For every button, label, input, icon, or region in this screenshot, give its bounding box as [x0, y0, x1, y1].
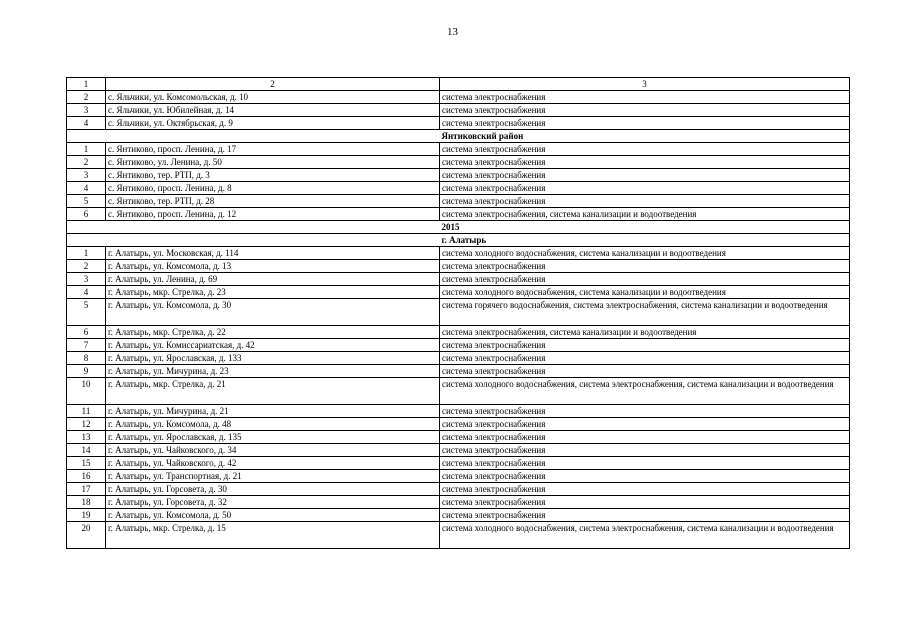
table-row — [67, 91, 850, 104]
row-engineering-system: система электроснабжения — [440, 143, 850, 156]
row-address: г. Алатырь, ул. Комсомола, д. 48 — [106, 418, 440, 431]
row-address: г. Алатырь, ул. Московская, д. 114 — [106, 247, 440, 260]
row-number: 10 — [67, 378, 106, 405]
table-row — [67, 156, 850, 169]
table-row — [67, 509, 850, 522]
table-row — [67, 431, 850, 444]
section-heading-row — [67, 130, 850, 143]
row-engineering-system: система электроснабжения — [440, 405, 850, 418]
table-row — [67, 326, 850, 339]
table-row — [67, 208, 850, 221]
row-address: с. Яльчики, ул. Комсомольская, д. 10 — [106, 91, 440, 104]
row-engineering-system: система электроснабжения — [440, 431, 850, 444]
section-heading-row — [67, 221, 850, 234]
row-number: 1 — [67, 143, 106, 156]
row-engineering-system: система электроснабжения — [440, 117, 850, 130]
row-engineering-system: система электроснабжения — [440, 352, 850, 365]
row-engineering-system: система электроснабжения — [440, 273, 850, 286]
table-row — [67, 378, 850, 405]
row-address: г. Алатырь, мкр. Стрелка, д. 22 — [106, 326, 440, 339]
row-engineering-system: система электроснабжения — [440, 169, 850, 182]
row-number: 7 — [67, 339, 106, 352]
row-address: г. Алатырь, ул. Мичурина, д. 23 — [106, 365, 440, 378]
row-address: с. Янтиково, просп. Ленина, д. 12 — [106, 208, 440, 221]
row-number: 12 — [67, 418, 106, 431]
row-engineering-system: система электроснабжения — [440, 91, 850, 104]
row-address: г. Алатырь, мкр. Стрелка, д. 23 — [106, 286, 440, 299]
page-number: 13 — [447, 26, 458, 38]
row-number: 4 — [67, 117, 106, 130]
row-engineering-system: система электроснабжения — [440, 365, 850, 378]
section-heading: 2015 — [440, 221, 850, 234]
row-address: с. Янтиково, тер. РТП, д. 28 — [106, 195, 440, 208]
row-engineering-system: система холодного водоснабжения, система канализации и водоотведения — [440, 247, 850, 260]
row-number: 20 — [67, 522, 106, 549]
row-number: 8 — [67, 352, 106, 365]
section-heading-spacer — [67, 234, 440, 247]
row-engineering-system: система электроснабжения — [440, 418, 850, 431]
row-number: 19 — [67, 509, 106, 522]
section-heading: г. Алатырь — [440, 234, 850, 247]
table-row — [67, 299, 850, 326]
column-number-3: 3 — [440, 78, 850, 91]
row-address: г. Алатырь, ул. Комсомола, д. 13 — [106, 260, 440, 273]
row-address: с. Янтиково, просп. Ленина, д. 8 — [106, 182, 440, 195]
row-number: 17 — [67, 483, 106, 496]
column-number-2: 2 — [106, 78, 440, 91]
section-heading-spacer — [67, 130, 440, 143]
row-number: 4 — [67, 286, 106, 299]
row-address: с. Яльчики, ул. Юбилейная, д. 14 — [106, 104, 440, 117]
row-engineering-system: система электроснабжения, система канализации и водоотведения — [440, 208, 850, 221]
row-engineering-system: система электроснабжения — [440, 509, 850, 522]
row-engineering-system: система горячего водоснабжения, система электроснабжения, система канализации и водоотведения — [440, 299, 850, 326]
table-row — [67, 470, 850, 483]
row-number: 14 — [67, 444, 106, 457]
row-address: г. Алатырь, ул. Ленина, д. 69 — [106, 273, 440, 286]
row-address: г. Алатырь, ул. Горсовета, д. 30 — [106, 483, 440, 496]
row-address: г. Алатырь, ул. Ярославская, д. 133 — [106, 352, 440, 365]
table-row — [67, 143, 850, 156]
table-row — [67, 444, 850, 457]
row-address: с. Яльчики, ул. Октябрьская, д. 9 — [106, 117, 440, 130]
row-number: 3 — [67, 169, 106, 182]
row-engineering-system: система электроснабжения — [440, 195, 850, 208]
row-number: 3 — [67, 104, 106, 117]
row-number: 5 — [67, 299, 106, 326]
row-number: 2 — [67, 260, 106, 273]
row-address: г. Алатырь, мкр. Стрелка, д. 15 — [106, 522, 440, 549]
row-address: г. Алатырь, ул. Транспортная, д. 21 — [106, 470, 440, 483]
row-number: 9 — [67, 365, 106, 378]
table-row — [67, 405, 850, 418]
row-number: 3 — [67, 273, 106, 286]
row-address: с. Янтиково, тер. РТП, д. 3 — [106, 169, 440, 182]
row-number: 6 — [67, 326, 106, 339]
row-engineering-system: система электроснабжения — [440, 156, 850, 169]
row-number: 1 — [67, 247, 106, 260]
row-engineering-system: система электроснабжения — [440, 104, 850, 117]
row-number: 16 — [67, 470, 106, 483]
table-row — [67, 365, 850, 378]
section-heading-spacer — [67, 221, 440, 234]
row-address: г. Алатырь, ул. Комсомола, д. 30 — [106, 299, 440, 326]
row-number: 5 — [67, 195, 106, 208]
row-address: г. Алатырь, ул. Комсомола, д. 50 — [106, 509, 440, 522]
table-row — [67, 169, 850, 182]
section-heading-row — [67, 234, 850, 247]
row-address: г. Алатырь, ул. Чайковского, д. 42 — [106, 457, 440, 470]
row-address: с. Янтиково, просп. Ленина, д. 17 — [106, 143, 440, 156]
table-row — [67, 352, 850, 365]
row-number: 4 — [67, 182, 106, 195]
table-row — [67, 104, 850, 117]
row-engineering-system: система холодного водоснабжения, система канализации и водоотведения — [440, 286, 850, 299]
row-address: г. Алатырь, ул. Комиссариатская, д. 42 — [106, 339, 440, 352]
row-engineering-system: система электроснабжения — [440, 182, 850, 195]
table-row — [67, 483, 850, 496]
row-number: 2 — [67, 91, 106, 104]
table-row — [67, 260, 850, 273]
table-row — [67, 182, 850, 195]
row-address: г. Алатырь, ул. Ярославская, д. 135 — [106, 431, 440, 444]
row-engineering-system: система электроснабжения — [440, 496, 850, 509]
table-row — [67, 286, 850, 299]
row-number: 15 — [67, 457, 106, 470]
objects-table — [66, 77, 850, 549]
table-row — [67, 195, 850, 208]
table-row — [67, 496, 850, 509]
column-number-1: 1 — [67, 78, 106, 91]
column-number-row — [67, 78, 850, 91]
row-engineering-system: система электроснабжения — [440, 470, 850, 483]
row-number: 18 — [67, 496, 106, 509]
table-row — [67, 247, 850, 260]
table-body — [67, 78, 850, 549]
row-engineering-system: система холодного водоснабжения, система электроснабжения, система канализации и водоотведения — [440, 522, 850, 549]
table-row — [67, 522, 850, 549]
row-address: г. Алатырь, ул. Мичурина, д. 21 — [106, 405, 440, 418]
row-number: 2 — [67, 156, 106, 169]
row-number: 6 — [67, 208, 106, 221]
row-engineering-system: система электроснабжения, система канализации и водоотведения — [440, 326, 850, 339]
table-row — [67, 339, 850, 352]
row-address: г. Алатырь, ул. Горсовета, д. 32 — [106, 496, 440, 509]
row-number: 13 — [67, 431, 106, 444]
table-row — [67, 457, 850, 470]
table-row — [67, 418, 850, 431]
row-engineering-system: система электроснабжения — [440, 444, 850, 457]
table-row — [67, 273, 850, 286]
table-row — [67, 117, 850, 130]
row-engineering-system: система электроснабжения — [440, 483, 850, 496]
row-address: г. Алатырь, мкр. Стрелка, д. 21 — [106, 378, 440, 405]
row-engineering-system: система холодного водоснабжения, система электроснабжения, система канализации и водоотведения — [440, 378, 850, 405]
row-engineering-system: система электроснабжения — [440, 339, 850, 352]
row-engineering-system: система электроснабжения — [440, 457, 850, 470]
row-address: г. Алатырь, ул. Чайковского, д. 34 — [106, 444, 440, 457]
row-engineering-system: система электроснабжения — [440, 260, 850, 273]
row-number: 11 — [67, 405, 106, 418]
section-heading: Янтиковский район — [440, 130, 850, 143]
row-address: с. Янтиково, ул. Ленина, д. 50 — [106, 156, 440, 169]
